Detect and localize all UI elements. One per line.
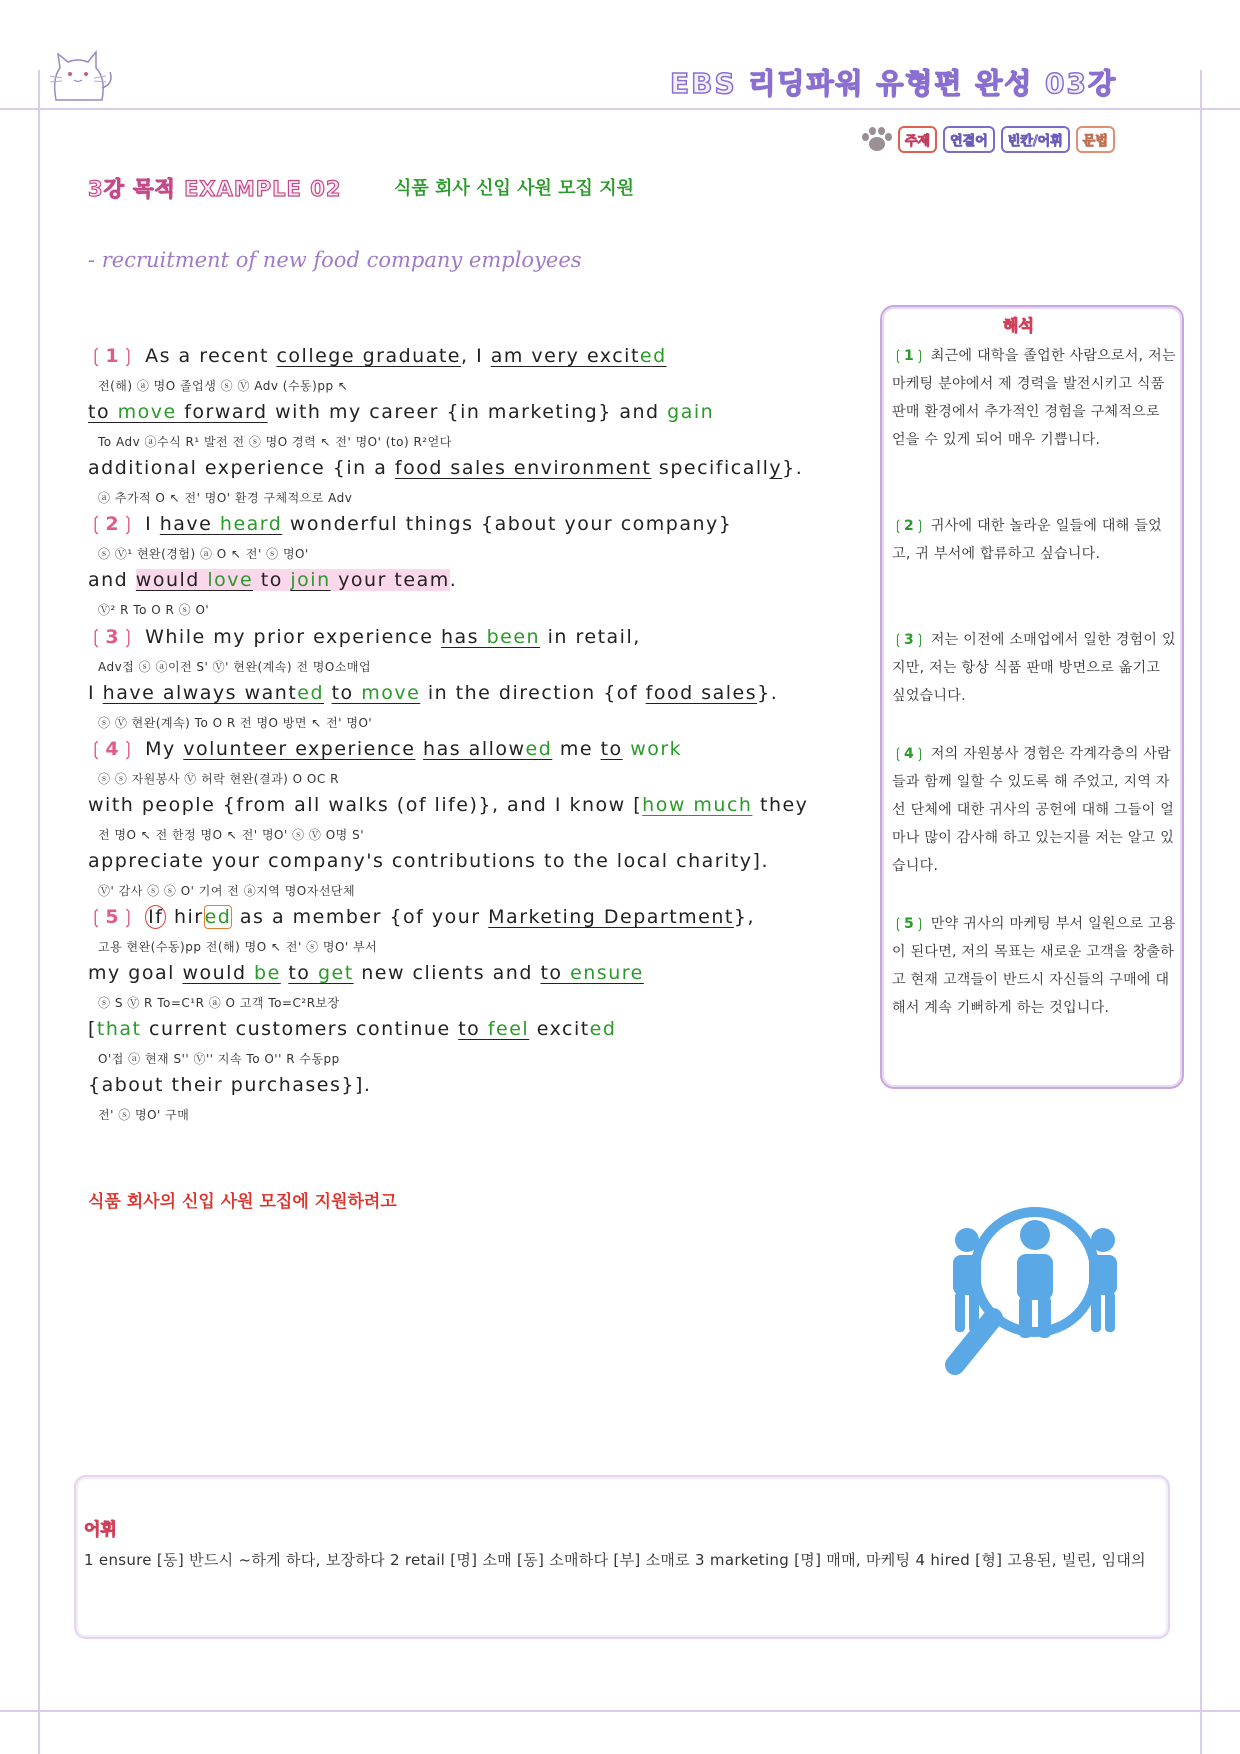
passage-line: I have always wanted to move in the direction {of food sales}. [88, 682, 779, 704]
grammar-annotation: Adv접 ⓢ ⓐ이전 S' Ⓥ' 현완(계속) 전 명O소매업 [98, 660, 372, 674]
translation-paragraph: ❲3❳ 저는 이전에 소매업에서 일한 경험이 있지만, 저는 항상 식품 판매 방면으로 옮기고 싶었습니다. [892, 632, 1176, 704]
grammar-annotation: ⓢ Ⓥ 현완(계속) To O R 전 명O 방면 ↖ 전' 명O' [98, 716, 373, 730]
tab-blank-vocab[interactable]: 빈칸/어휘 [1001, 126, 1070, 153]
vocabulary-heading: 어휘 [84, 1520, 117, 1540]
passage-line: ❲5❳ If hired as a member {of your Marketing Department}, [88, 906, 756, 928]
grammar-annotation: ⓢ ⓢ 자원봉사 Ⓥ 허락 현완(결과) O OC R [98, 772, 339, 786]
grammar-annotation: 전' ⓢ 명O' 구매 [98, 1108, 190, 1122]
header-rule [0, 108, 1240, 110]
passage-line: with people {from all walks (of life)}, and I know [how much they [88, 794, 809, 816]
translation-paragraph: ❲5❳ 만약 귀사의 마케팅 부서 일원으로 고용이 된다면, 저의 목표는 새로운 고객을 창출하고 현재 고객들이 반드시 자신들의 구매에 대해서 계속 기뻐하게 하는 것입니다. [892, 916, 1176, 1016]
grammar-annotation: To Adv ⓐ수식 R¹ 발전 전 ⓢ 명O 경력 ↖ 전' 명O' (to) R²얻다 [98, 435, 452, 449]
vocabulary-list: 1 ensure [동] 반드시 ~하게 하다, 보장하다 2 retail [명] 소매 [동] 소매하다 [부] 소매로 3 marketing [명] 매매, 마케팅 4 hired [형] 고용된, 빌린, 임대의 [84, 1551, 1146, 1569]
grammar-annotation: ⓢ S Ⓥ R To=C¹R ⓐ O 고객 To=C²R보장 [98, 996, 340, 1010]
paw-icon [862, 127, 892, 153]
passage-line: ❲3❳ While my prior experience has been in retail, [88, 626, 641, 648]
topic-line: - recruitment of new food company employees [88, 248, 582, 272]
grammar-annotation: Ⓥ² R To O R ⓢ O' [98, 603, 210, 617]
left-margin-line [38, 70, 40, 1754]
translation-paragraph: ❲2❳ 귀사에 대한 놀라운 일들에 대해 들었고, 귀 부서에 합류하고 싶습니다. [892, 518, 1162, 562]
grammar-annotation: 전 명O ↖ 전 한정 명O ↖ 전' 명O' ⓢ Ⓥ O명 S' [98, 828, 365, 842]
tab-grammar[interactable]: 문법 [1076, 126, 1115, 153]
passage-line: ❲4❳ My volunteer experience has allowed me to work [88, 738, 683, 760]
right-margin-line [1200, 70, 1202, 1754]
passage-line: ❲1❳ As a recent college graduate, I am very excited [88, 345, 667, 367]
footer-rule [0, 1710, 1240, 1712]
cat-logo-icon [48, 48, 120, 104]
answer-text: 식품 회사의 신입 사원 모집에 지원하려고 [88, 1192, 397, 1212]
tab-connectives[interactable]: 연결어 [943, 126, 995, 153]
translation-paragraph: ❲1❳ 최근에 대학을 졸업한 사람으로서, 저는 마케팅 분야에서 제 경력을 발전시키고 식품 판매 환경에서 추가적인 경험을 구체적으로 얻을 수 있게 되어 매우 기쁩니다. [892, 348, 1176, 448]
passage-line: my goal would be to get new clients and to ensure [88, 962, 644, 984]
passage-line: [that current customers continue to feel excited [88, 1018, 617, 1040]
translation-paragraph: ❲4❳ 저의 자원봉사 경험은 각계각층의 사람들과 함께 일할 수 있도록 해 주었고, 지역 자선 단체에 대한 귀사의 공헌에 대해 그들이 얼마나 많이 감사해 하고 있는지를 저는 알고 있습니다. [892, 746, 1175, 874]
grammar-annotation: Ⓥ' 감사 ⓢ ⓢ O' 기여 전 ⓐ지역 명O자선단체 [98, 884, 356, 898]
section-heading: 3강 목적 EXAMPLE 02 [88, 177, 342, 201]
grammar-annotation: ⓢ Ⓥ¹ 현완(경험) ⓐ O ↖ 전' ⓢ 명O' [98, 547, 309, 561]
passage-line: and would love to join your team. [88, 569, 458, 591]
grammar-annotation: 고용 현완(수동)pp 전(해) 명O ↖ 전' ⓢ 명O' 부서 [98, 940, 378, 954]
passage-line: ❲2❳ I have heard wonderful things {about your company} [88, 513, 733, 535]
recruitment-search-icon [935, 1200, 1135, 1380]
translation-heading: 해석 [1003, 316, 1034, 335]
passage-line: to move forward with my career {in marketing} and gain [88, 401, 715, 423]
tab-row [862, 126, 1115, 153]
tab-topic[interactable]: 주제 [898, 126, 937, 153]
passage-line: {about their purchases}]. [88, 1074, 372, 1096]
grammar-annotation: ⓐ 추가적 O ↖ 전' 명O' 환경 구체적으로 Adv [98, 491, 353, 505]
grammar-annotation: 전(해) ⓐ 명O 졸업생 ⓢ Ⓥ Adv (수동)pp ↖ [98, 379, 349, 393]
passage-line: additional experience {in a food sales environment specifically}. [88, 457, 804, 479]
grammar-annotation: O'접 ⓐ 현재 S'' Ⓥ'' 지속 To O'' R 수동pp [98, 1052, 340, 1066]
section-subtitle: 식품 회사 신입 사원 모집 지원 [394, 178, 634, 199]
passage-line: appreciate your company's contributions to the local charity]. [88, 850, 769, 872]
header-title: EBS 리딩파워 유형편 완성 03강 [670, 67, 1118, 100]
